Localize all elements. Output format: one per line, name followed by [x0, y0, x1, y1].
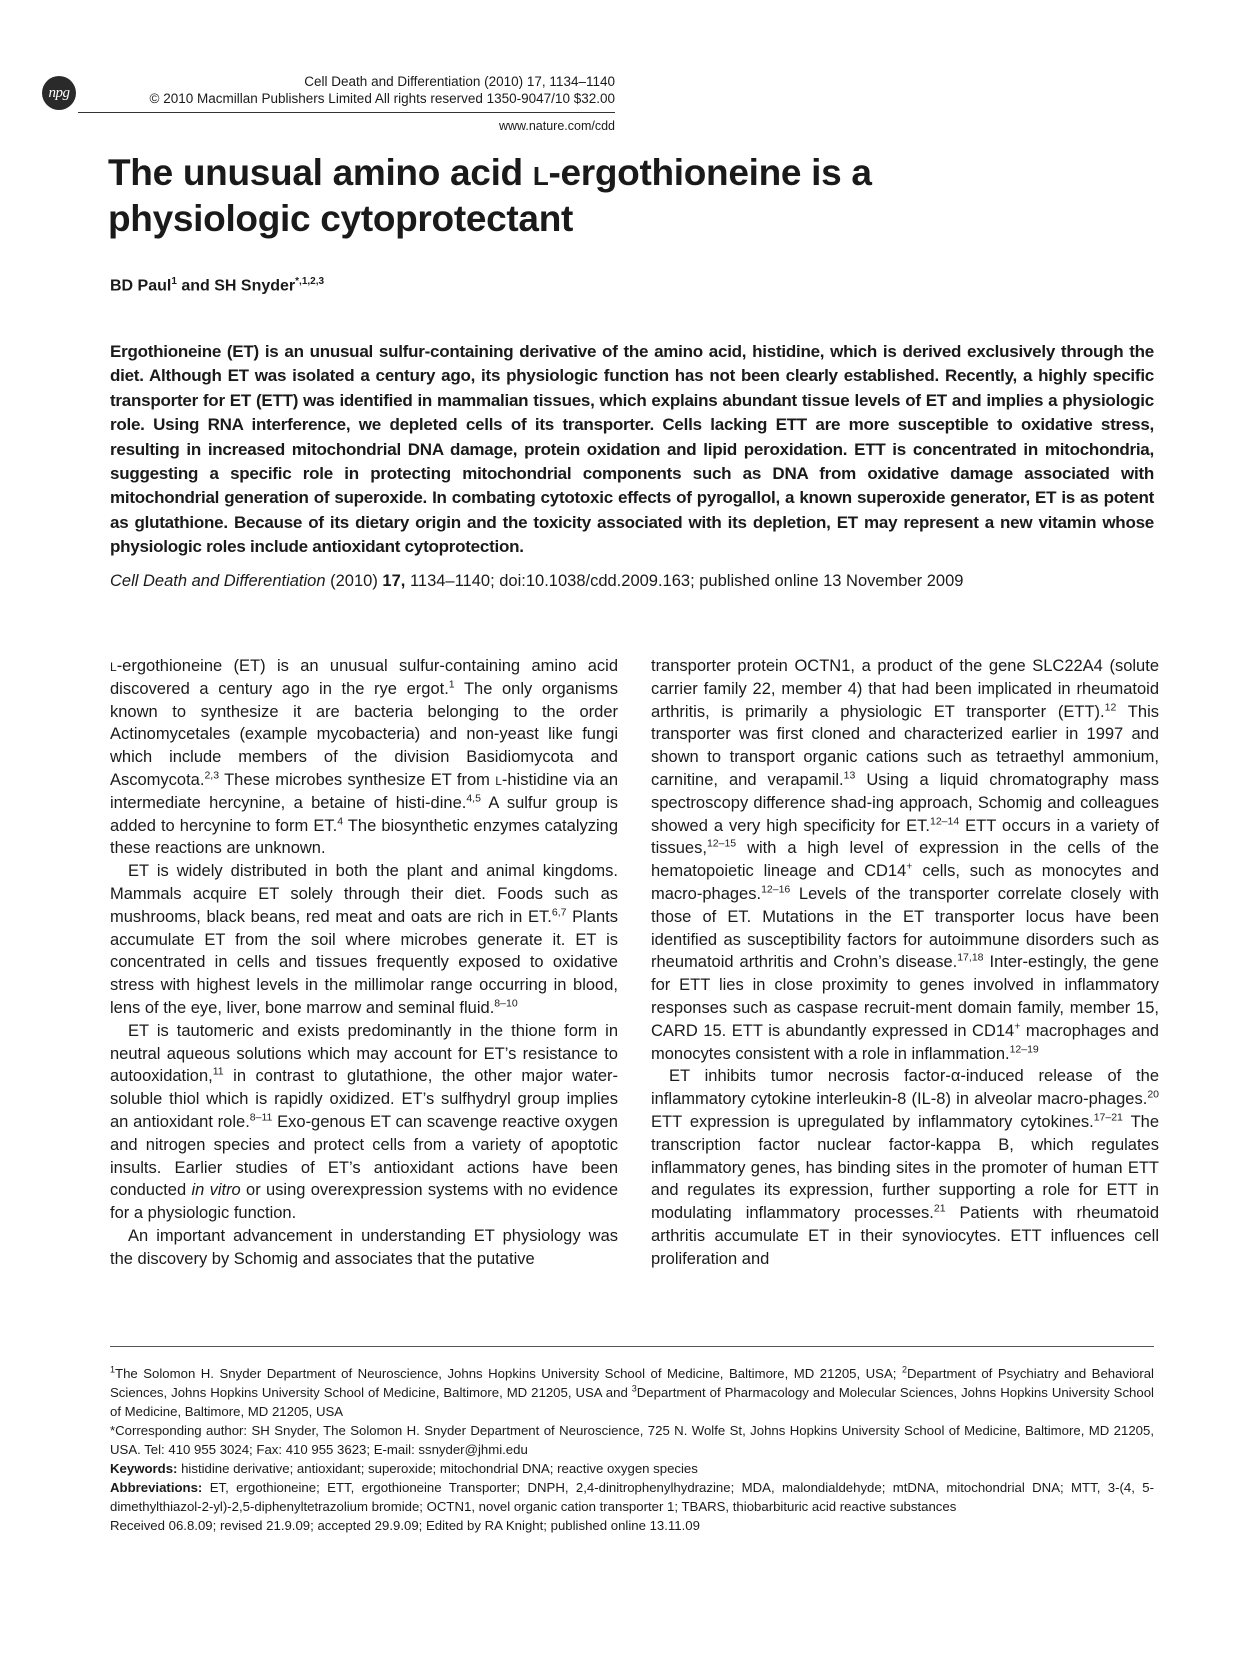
body-column-right — [651, 655, 1159, 1271]
npg-logo: npg — [42, 76, 76, 110]
text: ETT expression is upregulated by inflammatory cytokines. — [651, 1112, 1094, 1131]
abbreviations-label: Abbreviations: — [110, 1480, 203, 1495]
text: ET is widely distributed in both the plant and animal kingdoms. Mammals acquire ET solely through their diet. Foods such as mushrooms, black beans, red meat and oats are rich in ET. — [110, 862, 618, 926]
title-rest: -ergothioneine is a physiologic cytoprotectant — [108, 152, 872, 239]
ref-sup: 8–10 — [494, 997, 518, 1010]
header-rule — [78, 112, 615, 113]
text: The biosynthetic enzymes catalyzing these reactions are unknown. — [110, 816, 619, 858]
text: in contrast to glutathione, the other major water-soluble thiol which is rapidly oxidized. ET’s sulfhydryl group implies an antioxidant role. — [110, 1067, 618, 1131]
text: Levels of the transporter correlate closely with those of ET. Mutations in the ET transporter locus have been identified as susceptibility factors for autoimmune disorders such as rheumatoid arthritis and Crohn’s disease. — [651, 884, 1159, 972]
text: ET, ergothioneine; ETT, ergothioneine Transporter; DNPH, 2,4-dinitrophenylhydrazine; MDA, malondialdehyde; mtDNA, mitochondrial DNA; MTT, 3-(4, 5-dimethylthiazol-2-yl)-2,5-diphenyltetrazolium bromide; OCTN1, novel organic cation transporter 1; TBARS, thiobarbituric acid reactive substances — [110, 1480, 1154, 1514]
citation-year: (2010) — [325, 572, 383, 590]
text: Using a liquid chromatography mass spectroscopy difference shad-ing approach, Schomig and colleagues showed a very high specificity for ET. — [651, 770, 1159, 835]
keywords-label: Keywords: — [110, 1461, 178, 1476]
text: The Solomon H. Snyder Department of Neuroscience, Johns Hopkins University School of Medicine, Baltimore, MD 21205, USA; — [115, 1366, 902, 1381]
ref-sup: 12–19 — [1009, 1043, 1039, 1056]
citation-rest: 1134–1140; doi:10.1038/cdd.2009.163; published online 13 November 2009 — [405, 572, 964, 590]
text: macrophages and monocytes consistent with a role in inflammation. — [651, 1021, 1159, 1063]
copyright-line: © 2010 Macmillan Publishers Limited All rights reserved 1350-9047/10 $32.00 — [149, 91, 615, 106]
ref-sup: 6,7 — [551, 906, 567, 919]
journal-header — [108, 73, 615, 107]
text: An important advancement in understanding ET physiology was the discovery by Schomig and associates that the putative — [110, 1226, 618, 1268]
text: ETT occurs in a variety of tissues, — [651, 816, 1159, 858]
ref-sup: 8–11 — [249, 1111, 273, 1124]
text: A sulfur group is added to hercynine to form ET. — [110, 793, 618, 835]
ref-sup: 12–16 — [761, 883, 791, 896]
text: The transcription factor nuclear factor-kappa B, which regulates inflammatory genes, has binding sites in the promoter of human ETT and regulates its expression, further supporting a role for ETT in modulating inflammatory processes. — [651, 1112, 1159, 1223]
author-list — [110, 276, 324, 295]
ref-sup: 11 — [212, 1065, 224, 1078]
body-column-left — [110, 655, 618, 1271]
corresponding-author: *Corresponding author: SH Snyder, The Solomon H. Snyder Department of Neuroscience, 725 N. Wolfe St, Johns Hopkins University School of Medicine, Baltimore, MD 21205, USA. Tel: 410 955 3024; Fax: 410 955 3623; E-mail: ssnyder@jhmi.edu — [110, 1423, 1154, 1457]
author-paul: BD Paul — [110, 277, 172, 295]
ref-sup: 4 — [337, 815, 344, 828]
ref-sup: 1 — [448, 678, 455, 691]
ref-sup: 17,18 — [957, 951, 984, 964]
ref-sup: 13 — [843, 769, 856, 782]
ref-sup: 4,5 — [466, 792, 481, 805]
ref-sup: 2,3 — [204, 769, 220, 782]
author-paul-affil: 1 — [171, 276, 177, 287]
ref-sup: 21 — [933, 1202, 946, 1215]
text: -histidine via an intermediate hercynine, a betaine of histi-dine. — [110, 770, 618, 812]
affiliations — [110, 1364, 1154, 1421]
title-prefix: The unusual amino acid — [108, 152, 533, 193]
keywords — [110, 1459, 1154, 1478]
author-snyder-affil: *,1,2,3 — [295, 276, 325, 287]
text: cells, such as monocytes and macro-phages. — [651, 862, 1159, 903]
footnote-rule — [110, 1346, 1154, 1347]
smallcap-l: l — [110, 657, 117, 675]
paragraph — [651, 1065, 1159, 1270]
abstract: Ergothioneine (ET) is an unusual sulfur-containing derivative of the amino acid, histidine, which is derived exclusively through the diet. Although ET was isolated a century ago, its physiologic function has not been clearly established. Recently, a highly specific transporter for ET (ETT) was identified in mammalian tissues, which explains abundant tissue levels of ET and implies a physiologic role. Using RNA interference, we depleted cells of its transporter. Cells lacking ETT are more susceptible to oxidative stress, resulting in increased mitochondrial DNA damage, protein oxidation and lipid peroxidation. ETT is concentrated in mitochondria, suggesting a specific role in protecting mitochondrial components such as DNA from oxidative damage associated with mitochondrial generation of superoxide. In combating cytotoxic effects of pyrogallol, a known superoxide generator, ET is as potent as glutathione. Because of its dietary origin and the toxicity associated with its depletion, ET may represent a new vitamin whose physiologic roles include antioxidant cytoprotection. — [110, 342, 1154, 557]
ref-sup: + — [1014, 1020, 1021, 1033]
footnotes — [110, 1364, 1154, 1535]
title-smallcap: l — [532, 152, 549, 193]
article-citation — [110, 570, 1154, 592]
paragraph — [110, 1020, 618, 1225]
paragraph — [110, 1225, 618, 1271]
affil-sup: 2 — [901, 1364, 907, 1375]
text: Exo-genous ET can scavenge reactive oxygen and nitrogen species and protect cells from a variety of apoptotic insults. Earlier studies of ET’s antioxidant actions have been conducted — [110, 1112, 618, 1200]
text: These microbes synthesize ET from — [219, 770, 496, 789]
text: transporter protein OCTN1, a product of the gene SLC22A4 (solute carrier family 22, member 4) that had been implicated in rheumatoid arthritis, is primarily a physiologic ET transporter (ETT). — [651, 657, 1159, 721]
text: histidine derivative; antioxidant; superoxide; mitochondrial DNA; reactive oxygen species — [177, 1461, 698, 1476]
ref-sup: 12 — [1104, 701, 1117, 714]
text: Department of Psychiatry and Behavioral Sciences, Johns Hopkins University School of Medicine, Baltimore, MD 21205, USA and — [110, 1366, 1154, 1400]
text: Patients with rheumatoid arthritis accumulate ET in their synoviocytes. ETT influences cell proliferation and — [651, 1204, 1159, 1268]
affil-sup: 3 — [631, 1383, 637, 1394]
text: -ergothioneine (ET) is an unusual sulfur-containing amino acid discovered a century ago in the rye ergot. — [110, 657, 618, 698]
ref-sup: 12–15 — [706, 837, 737, 850]
smallcap-l: l — [495, 770, 502, 789]
received-dates: Received 06.8.09; revised 21.9.09; accepted 29.9.09; Edited by RA Knight; published online 13.11.09 — [110, 1518, 700, 1533]
article-title — [108, 150, 1008, 242]
italic-text: in vitro — [191, 1181, 241, 1200]
ref-sup: 17–21 — [1093, 1111, 1123, 1124]
affil-sup: 1 — [110, 1364, 116, 1375]
paragraph — [110, 655, 618, 860]
citation-journal: Cell Death and Differentiation — [110, 572, 326, 590]
text: ET inhibits tumor necrosis factor-α-induced release of the inflammatory cytokine interleukin-8 (IL-8) in alveolar macro-phages. — [651, 1067, 1159, 1109]
ref-sup: 20 — [1147, 1088, 1159, 1101]
text: Plants accumulate ET from the soil where microbes generate it. ET is concentrated in cells and tissues frequently exposed to oxidative stress with highest levels in the millimolar range occurring in blood, lens of the eye, liver, bone marrow and seminal fluid. — [110, 907, 618, 1017]
text: The only organisms known to synthesize it are bacteria belonging to the order Actinomycetales (example mycobacteria) and non-yeast like fungi which include members of the division Basidiomycota and Ascomycota. — [110, 679, 618, 789]
ref-sup: 12–14 — [929, 815, 960, 828]
abbreviations — [110, 1478, 1154, 1516]
text: This transporter was first cloned and characterized earlier in 1997 and shown to transport organic cations such as tetraethyl ammonium, carnitine, and verapamil. — [651, 702, 1159, 789]
author-snyder: and SH Snyder — [176, 277, 296, 295]
paragraph — [110, 860, 618, 1020]
text: or using overexpression systems with no evidence for a physiologic function. — [110, 1181, 618, 1223]
text: Department of Pharmacology and Molecular Sciences, Johns Hopkins University School of Medicine, Baltimore, MD 21205, USA — [110, 1385, 1154, 1419]
citation-volume: 17, — [382, 572, 406, 590]
text: with a high level of expression in the cells of the hematopoietic lineage and CD14 — [651, 839, 1159, 881]
ref-sup: + — [906, 860, 913, 873]
paragraph — [651, 655, 1159, 1065]
text: ET is tautomeric and exists predominantly in the thione form in neutral aqueous solutions which may account for ET’s resistance to autooxidation, — [110, 1021, 618, 1086]
text: Inter-estingly, the gene for ETT lies in close proximity to genes involved in inflammatory responses such as caspase recruit-ment domain family, member 15, CARD 15. ETT is abundantly expressed in CD14 — [651, 953, 1159, 1040]
journal-citation-line: Cell Death and Differentiation (2010) 17, 1134–1140 — [304, 74, 615, 89]
journal-website-link[interactable]: www.nature.com/cdd — [498, 119, 615, 133]
